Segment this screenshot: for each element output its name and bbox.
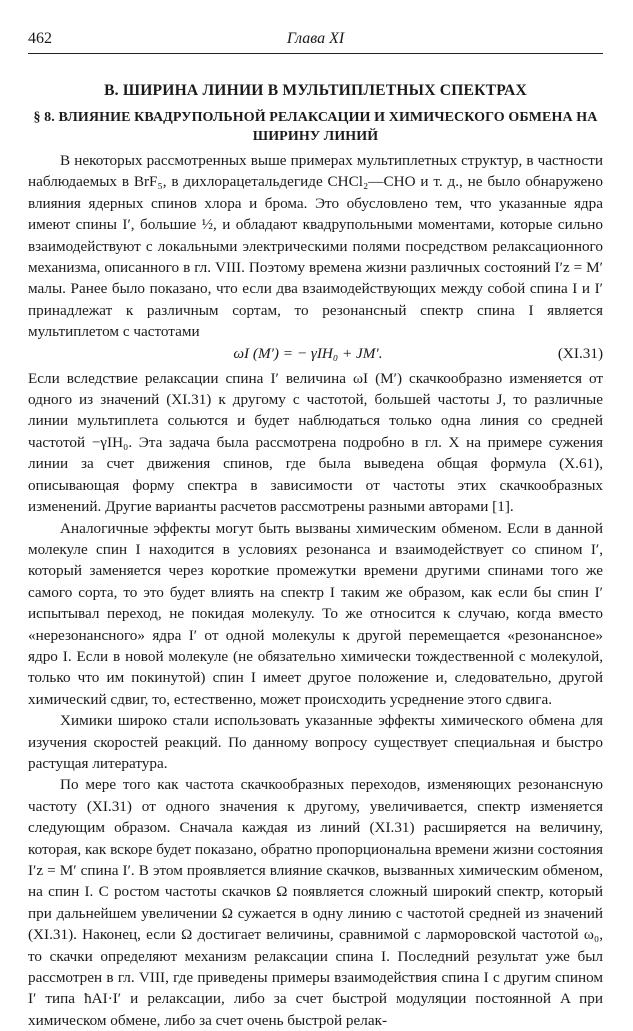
paragraph-2: Если вследствие релаксации спина I′ величина ωI (M′) скачкообразно изменяется от одного из значений (XI.31) к другому с частотой, большей частоты J, то различные линии мультиплета сольются и будет наблюдаться только одна линия со средней частотой −γIH₀. Эта задача была рассмотрена подробно в гл. X на примере сужения линии за счет движения спинов, где была выведена общая формула (X.61), описывающая форму спектра в зависимости от частоты этих скачкообразных изменений. Другие варианты расчетов рассмотрены разными авторами [1]. [28,369,603,516]
section-title: B. ШИРИНА ЛИНИИ В МУЛЬТИПЛЕТНЫХ СПЕКТРАХ [104,82,527,99]
equation-number: (XI.31) [557,344,603,362]
subsection-title: § 8. ВЛИЯНИЕ КВАДРУПОЛЬНОЙ РЕЛАКСАЦИИ И ХИМИЧЕСКОГО ОБМЕНА НА ШИРИНУ ЛИНИЙ [33,110,598,144]
page-number: 462 [28,30,52,47]
paragraph-4: Химики широко стали использовать указанные эффекты химического обмена для изучения скоростей реакций. По данному вопросу существует специальная и быстро растущая литература. [28,712,603,772]
running-header [28,30,603,52]
equation [28,343,603,368]
header-rule [28,53,603,54]
paragraph-1: В некоторых рассмотренных выше примерах мультиплетных структур, в частности наблюдаемых в BrF₅, в дихлорацетальдегиде CHCl₂—CHO и т. д., не было обнаружено влияния ядерных спинов хлора и брома. Это обусловлено тем, что указанные ядра имеют спины I′, большие ½, и обладают квадрупольными моментами, которые сильно взаимодействуют с локальными электрическими полями посредством релаксационного механизма, описанного в гл. VIII. Поэтому времена жизни различных состояний I′z = M′ малы. Ранее было показано, что если два взаимодействующих между собой спина I и I′ принадлежат к различным сортам, то резонансный спектр спина I является мультиплетом с частотами [28,152,603,341]
running-title: Глава XI [286,30,345,47]
equation-formula: ωI (M′) = − γIH₀ + JM′. [233,344,383,362]
body-text [28,150,603,1031]
paragraph-3: Аналогичные эффекты могут быть вызваны химическим обменом. Если в данной молекуле спин I находится в условиях резонанса и взаимодействует со спином I′, который заменяется через короткие промежутки времени другими спинами того же самого сорта, то это будет влиять на спектр I таким же образом, как если бы спин I′ испытывал переход, не покидая молекулу. То же относится к случаю, когда вместо «нерезонансного» ядра I′ от одной молекулы к другой перемещается «резонансное» ядро I. Если в новой молекуле (не обязательно химически тождественной с молекулой, только что им покинутой) спин I имеет другое положение и, следовательно, другой химический сдвиг, то, естественно, может происходить усреднение этого сдвига. [28,519,603,708]
paragraph-5: По мере того как частота скачкообразных переходов, изменяющих резонансную частоту (XI.31) от одного значения к другому, увеличивается, спектр изменяется следующим образом. Сначала каждая из линий (XI.31) расширяется на величину, которая, как вскоре будет показано, обратно пропорциональна времени жизни состояния I′z = M′ спина I′. В этом проявляется влияние скачков, вызванных химическим обменом, на спин I. С ростом частоты скачков Ω появляется сложный широкий спектр, который при дальнейшем увеличении Ω сужается в одну линию с частотой средней из значений (XI.31). Наконец, если Ω достигает величины, сравнимой с ларморовской частотой ω₀, то скачки определяют механизм релаксации спина I. Последний результат уже был рассмотрен в гл. VIII, где приведены примеры взаимодействия спина I с другим спином I′ типа ħAI·I′ и релаксации, либо за счет быстрой модуляции постоянной A при химическом обмене, либо за счет очень быстрой релак- [28,776,603,1029]
